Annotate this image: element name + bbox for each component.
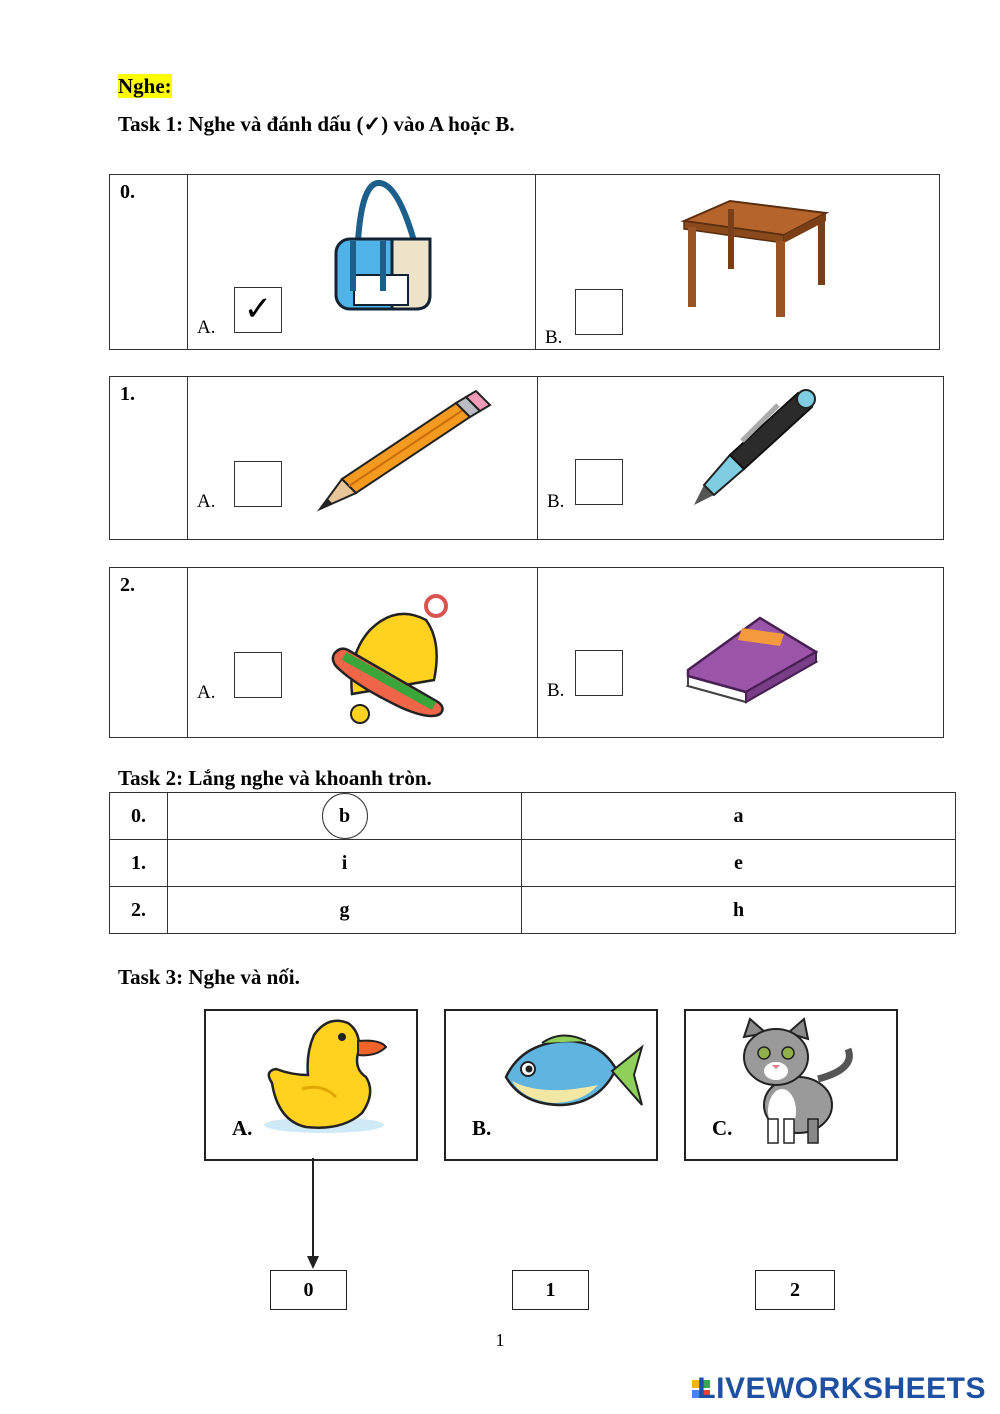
option-b-checkbox[interactable] [575, 459, 623, 505]
option-b-checkbox[interactable] [575, 650, 623, 696]
option-b-checkbox[interactable] [575, 289, 623, 335]
task2-title: Task 2: Lắng nghe và khoanh tròn. [118, 766, 432, 790]
option-b-label: B. [547, 491, 565, 512]
match-number-box[interactable]: 0 [270, 1270, 347, 1310]
task1-row-0 [109, 174, 940, 350]
connector-arrow [306, 1158, 320, 1270]
option-a-checkbox[interactable]: ✓ [234, 287, 282, 333]
answer-left[interactable]: i [168, 840, 522, 887]
question-number: 2. [120, 574, 135, 596]
table-row [110, 793, 956, 840]
option-b-label: B. [545, 327, 563, 348]
book-icon [684, 614, 822, 706]
option-a-checkbox[interactable] [234, 652, 282, 698]
picture-card-a[interactable] [204, 1009, 418, 1161]
picture-card-c[interactable] [684, 1009, 898, 1161]
table-row [110, 840, 956, 887]
pencil-icon [316, 389, 492, 513]
brand-name[interactable]: LIVEWORKSHEETS [697, 1372, 986, 1405]
row-number: 0. [110, 793, 168, 840]
page-number: 1 [495, 1330, 505, 1350]
answer-left[interactable] [168, 793, 522, 840]
option-b-label: B. [547, 680, 565, 701]
section-heading [118, 74, 172, 99]
question-number: 1. [120, 383, 135, 405]
pen-icon [690, 385, 820, 509]
task1-row-1 [109, 376, 944, 540]
bag-icon [328, 179, 438, 313]
row-number: 1. [110, 840, 168, 887]
table-icon [680, 199, 830, 319]
table-row [110, 887, 956, 934]
match-number-box[interactable]: 1 [512, 1270, 589, 1310]
task1-title: Task 1: Nghe và đánh dấu (✓) vào A hoặc B. [118, 112, 515, 136]
picture-label: B. [472, 1116, 492, 1140]
option-a-label: A. [197, 317, 216, 338]
option-a-label: A. [197, 491, 216, 512]
answer-right[interactable]: a [522, 793, 956, 840]
question-number: 0. [120, 181, 135, 203]
task1-row-2 [109, 567, 944, 738]
fish-icon [502, 1027, 646, 1123]
cat-icon [736, 1019, 860, 1145]
picture-label: C. [712, 1116, 733, 1140]
task3-title: Task 3: Nghe và nối. [118, 965, 300, 989]
answer-right[interactable]: e [522, 840, 956, 887]
option-a-checkbox[interactable] [234, 461, 282, 507]
match-number-box[interactable]: 2 [755, 1270, 835, 1310]
bell-icon [330, 590, 460, 724]
answer-right[interactable]: h [522, 887, 956, 934]
row-number: 2. [110, 887, 168, 934]
heading-text: Nghe: [118, 74, 172, 98]
circled-answer: b [322, 793, 368, 839]
duck-icon [262, 1013, 392, 1137]
answer-left[interactable]: g [168, 887, 522, 934]
task2-table [109, 792, 956, 934]
picture-label: A. [232, 1116, 253, 1140]
option-a-label: A. [197, 682, 216, 703]
picture-card-b[interactable] [444, 1009, 658, 1161]
